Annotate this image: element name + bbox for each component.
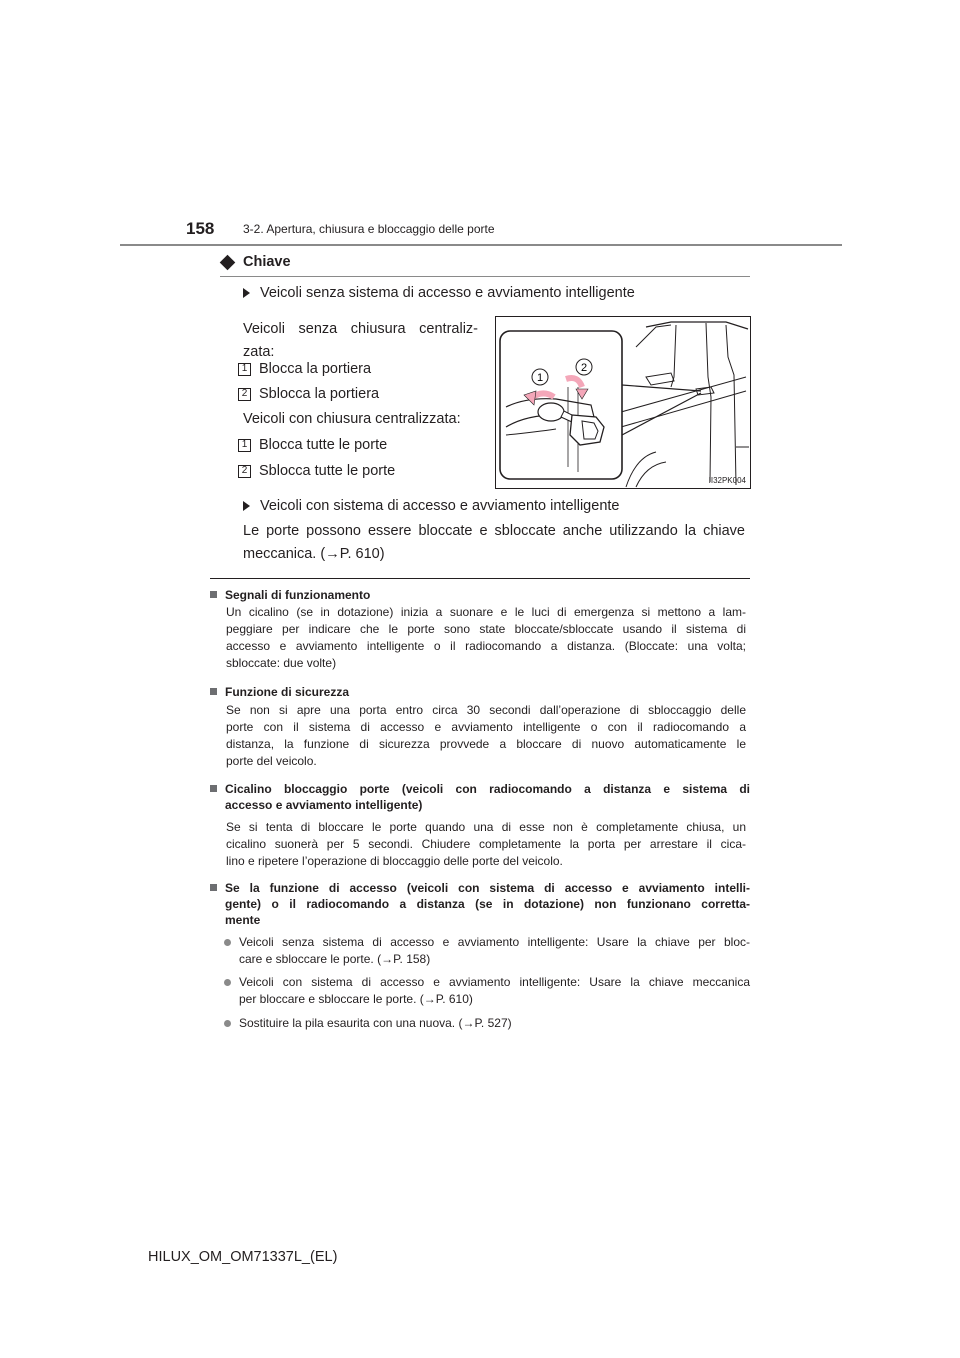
- note-title: [210, 781, 750, 813]
- number-badge: 2: [238, 465, 251, 478]
- list-item: [224, 1015, 750, 1032]
- illustration-code: II32PK004: [708, 476, 746, 485]
- note-line: accesso e avviamento intelligente o il radiocomando a distanza. (Bloccate: una volta;: [226, 639, 746, 653]
- note-line: cicalino suonerà per 5 secondi. Chiudere completamente la porta per arrestare il cica-: [226, 837, 746, 851]
- list-item: [238, 361, 371, 377]
- page-number: 158: [186, 219, 215, 238]
- callout-1: 1: [536, 372, 544, 384]
- subheading-label: Chiave: [243, 254, 291, 270]
- list-item: [238, 386, 379, 402]
- bullet-line: care e sbloccare le porte. (→P. 158): [239, 952, 431, 966]
- with-central-heading: Veicoli con chiusura centralizzata:: [243, 411, 461, 427]
- number-badge: 1: [238, 439, 251, 452]
- note-title: [210, 684, 349, 700]
- note-line: porte con il sistema di accesso e avviamento intelligente o con il radiocomando a: [226, 720, 746, 734]
- notes-divider: [210, 578, 750, 579]
- list-item: [224, 974, 750, 1008]
- callout-2: 2: [580, 362, 588, 374]
- diamond-icon: [220, 254, 236, 270]
- note-line: porte del veicolo.: [226, 754, 317, 768]
- number-badge: 2: [238, 388, 251, 401]
- key-door-illustration: [495, 316, 751, 489]
- note-title-line: Cicalino bloccaggio porte (veicoli con radiocomando a distanza e sistema di: [225, 782, 750, 796]
- bullet-dot-icon: [224, 1020, 231, 1027]
- list-item: [238, 463, 395, 479]
- note-line: sbloccate: due volte): [226, 656, 337, 670]
- subheading-divider: [220, 276, 750, 277]
- note-title-line: accesso e avviamento intelligente): [225, 798, 423, 812]
- note-line: lino e ripetere l’operazione di bloccaggio delle porte del veicolo.: [226, 854, 563, 868]
- note-title-line: gente) o il radiocomando a distanza (se in dotazione) non funzionano corretta-: [225, 897, 750, 911]
- bullet-line: Veicoli con sistema di accesso e avviamento intelligente: Usare la chiave meccanica: [239, 975, 750, 989]
- square-bullet-icon: [210, 688, 217, 695]
- smart-key-paragraph-line1: Le porte possono essere bloccate e sbloccate anche utilizzando la chiave: [243, 523, 745, 539]
- note-title-line: Se la funzione di accesso (veicoli con sistema di accesso e avviamento intelli-: [225, 881, 750, 895]
- bullet-dot-icon: [224, 979, 231, 986]
- car-door-key-drawing: [496, 317, 750, 488]
- note-title-line: mente: [225, 913, 261, 927]
- condition-no-smart-key: [243, 285, 635, 301]
- note-line: Se si tenta di bloccare le porte quando una di esse non è completamente chiusa, un: [226, 820, 746, 834]
- square-bullet-icon: [210, 591, 217, 598]
- section-title: 3-2. Apertura, chiusura e bloccaggio delle porte: [243, 222, 495, 236]
- note-line: Un cicalino (se in dotazione) inizia a suonare e le luci di emergenza si mettono a lam-: [226, 605, 746, 619]
- condition-label: Veicoli con sistema di accesso e avviamento intelligente: [260, 498, 620, 514]
- note-body: [226, 819, 746, 870]
- list-item-text: Sblocca la portiera: [259, 386, 380, 402]
- square-bullet-icon: [210, 785, 217, 792]
- subheading-chiave: [220, 254, 291, 270]
- list-item: [224, 934, 750, 968]
- note-title-text: Segnali di funzionamento: [225, 588, 371, 602]
- list-item-text: Sblocca tutte le porte: [259, 463, 396, 479]
- bullet-line: Veicoli senza sistema di accesso e avviamento intelligente: Usare la chiave per bloc-: [239, 935, 750, 949]
- condition-label: Veicoli senza sistema di accesso e avviamento intelligente: [260, 285, 635, 301]
- note-line: distanza, la funzione di sicurezza provvede a bloccare di nuovo automaticamente le: [226, 737, 746, 751]
- note-title: [210, 587, 370, 603]
- note-title: [210, 880, 750, 928]
- no-central-heading-line1: Veicoli senza chiusura centraliz-: [243, 321, 478, 337]
- header-divider: [120, 244, 842, 246]
- number-badge: 1: [238, 363, 251, 376]
- bullet-dot-icon: [224, 939, 231, 946]
- note-line: Se non si apre una porta entro circa 30 secondi dall’operazione di sbloccaggio delle: [226, 703, 746, 717]
- list-item-text: Blocca tutte le porte: [259, 437, 388, 453]
- note-title-text: Funzione di sicurezza: [225, 685, 350, 699]
- triangle-bullet-icon: [243, 501, 250, 511]
- note-body: [226, 604, 746, 672]
- list-item-text: Blocca la portiera: [259, 361, 372, 377]
- condition-smart-key: [243, 498, 619, 514]
- list-item: [238, 437, 387, 453]
- note-line: peggiare per indicare che le porte sono state bloccate/sbloccate usando il sistema di: [226, 622, 746, 636]
- smart-key-paragraph-line2: meccanica. (→P. 610): [243, 546, 385, 562]
- square-bullet-icon: [210, 884, 217, 891]
- note-body: [226, 702, 746, 770]
- bullet-line: per bloccare e sbloccare le porte. (→P. 610): [239, 992, 473, 1006]
- bullet-line: Sostituire la pila esaurita con una nuova. (→P. 527): [239, 1016, 512, 1030]
- no-central-heading-line2: zata:: [243, 344, 275, 360]
- document-code: HILUX_OM_OM71337L_(EL): [148, 1249, 338, 1265]
- triangle-bullet-icon: [243, 288, 250, 298]
